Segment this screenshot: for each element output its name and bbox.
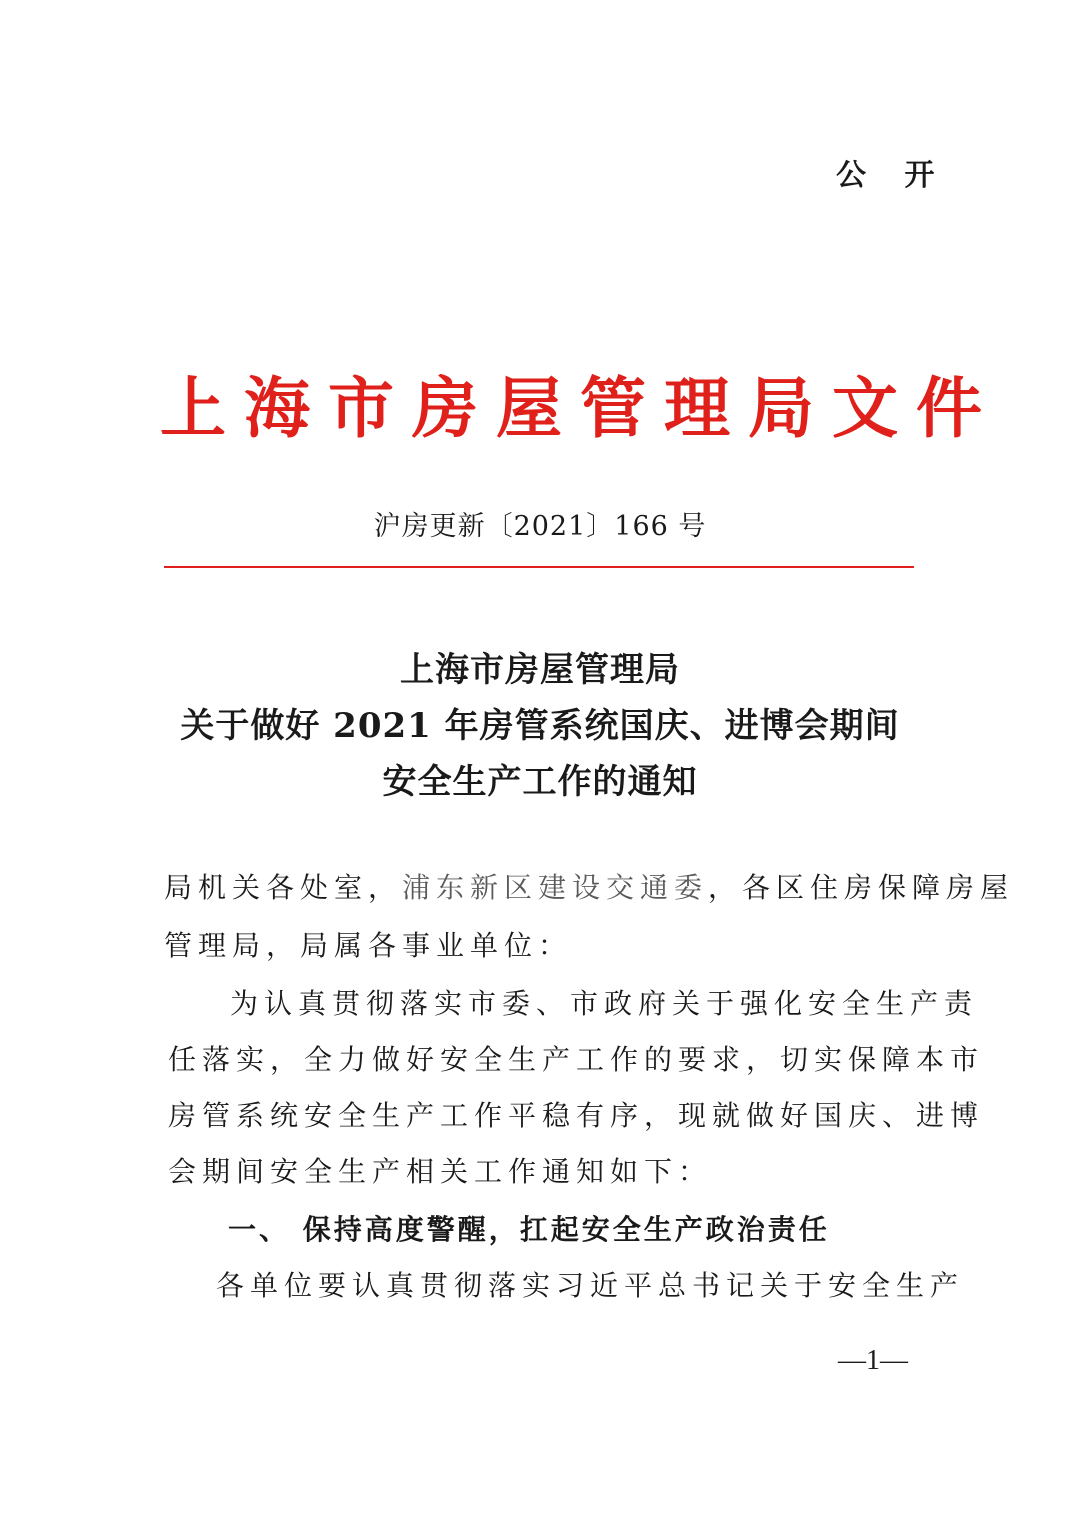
notice-title-line: 安全生产工作的通知 bbox=[382, 762, 698, 802]
document-number: 沪房更新〔2021〕166 号 bbox=[373, 511, 707, 542]
issuer-title: 上海市房屋管理局文件 bbox=[160, 370, 1000, 447]
addressee-line bbox=[164, 866, 1014, 906]
paragraph-line: 会期间安全生产相关工作通知如下： bbox=[168, 1155, 713, 1188]
paragraph-line: 任落实，全力做好安全生产工作的要求，切实保障本市 bbox=[168, 1043, 985, 1076]
paragraph-line: 为认真贯彻落实市委、市政府关于强化安全生产责 bbox=[230, 987, 979, 1020]
classification-label: 公 开 bbox=[836, 158, 949, 193]
addressee-text: 局机关各处室， bbox=[164, 871, 403, 904]
page-number: —1— bbox=[838, 1345, 908, 1376]
notice-title-line: 关于做好 2021 年房管系统国庆、进博会期间 bbox=[180, 706, 900, 746]
paragraph-line: 各单位要认真贯彻落实习近平总书记关于安全生产 bbox=[216, 1269, 965, 1302]
addressee-text-highlight: 浦东新区建设交通委 bbox=[402, 871, 709, 904]
section-heading: 一、 保持高度警醒，扛起安全生产政治责任 bbox=[228, 1213, 830, 1246]
notice-title-line: 上海市房屋管理局 bbox=[400, 650, 680, 690]
paragraph-line: 房管系统安全生产工作平稳有序，现就做好国庆、进博 bbox=[168, 1099, 985, 1132]
addressee-line: 管理局，局属各事业单位： bbox=[164, 929, 573, 962]
red-divider bbox=[164, 566, 914, 568]
addressee-text: ，各区住房保障房屋 bbox=[708, 871, 1015, 904]
